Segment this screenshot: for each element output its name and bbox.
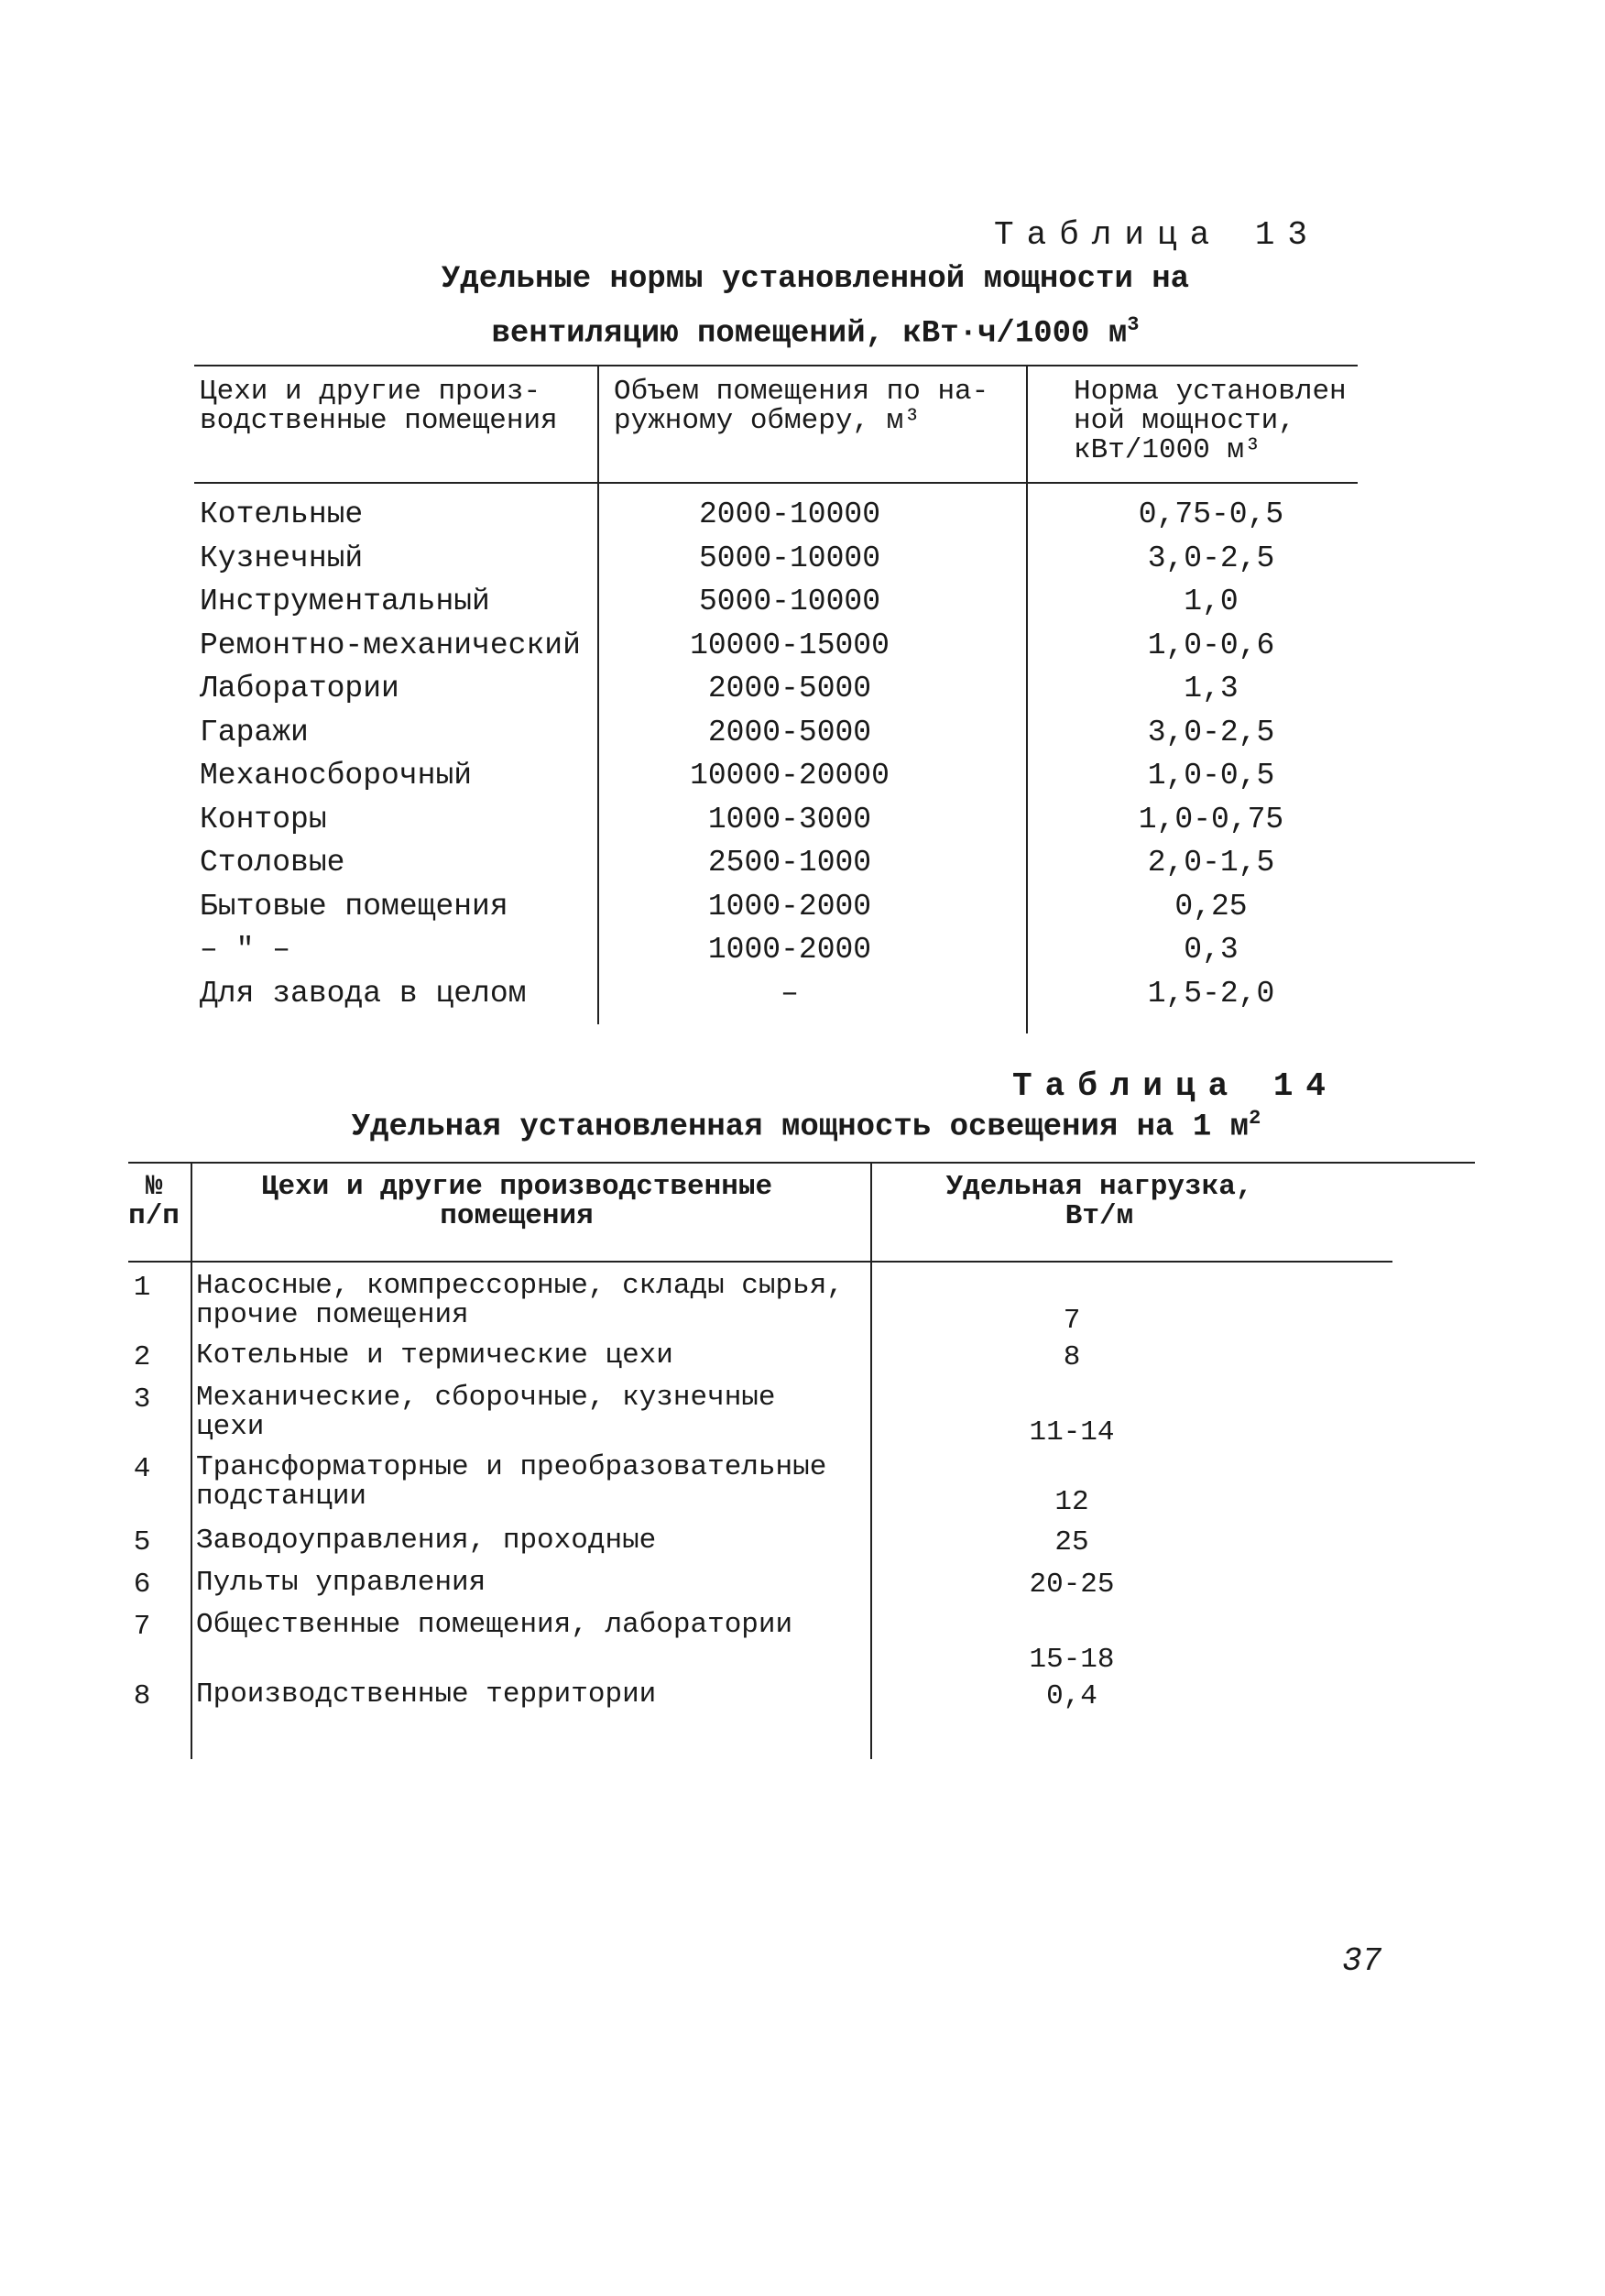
table14-cell-n: 4 — [133, 1453, 151, 1485]
table14-cell-value: 0,4 — [1046, 1680, 1097, 1712]
table14-cell-name: Заводоуправления, проходные — [196, 1525, 657, 1557]
table14-cell-n: 2 — [133, 1341, 151, 1373]
table14-cell-name: Механические, сборочные, кузнечные цехи — [196, 1382, 776, 1443]
table14-cell-n: 8 — [133, 1680, 151, 1712]
table14-cell-value: 7 — [1063, 1305, 1081, 1337]
table14-cell-name: Насосные, компрессорные, склады сырья, прочие помещения — [196, 1270, 844, 1331]
table13-cell-norm: 0,75-0,5 — [1138, 497, 1284, 531]
table14-header-col2: Цехи и другие производственные помещения — [260, 1171, 773, 1232]
table14-cell-name: Пульты управления — [196, 1567, 486, 1599]
table13-top-rule — [194, 365, 1358, 366]
table13-header-col2: Объем помещения по на- ружному обмеру, м³ — [614, 376, 989, 437]
table13-cell-norm: 1,5-2,0 — [1147, 976, 1275, 1011]
table13-cell-volume: 2000-5000 — [707, 715, 872, 749]
table13-title-line2: вентиляцию помещений, кВт·ч/1000 $м^3$ — [491, 313, 1140, 352]
table13-cell-name: Механосборочный — [200, 759, 473, 793]
table13-cell-volume: 1000-2000 — [707, 933, 872, 967]
table14-cell-name: Котельные и термические цехи — [196, 1339, 673, 1372]
table14-cell-n: 7 — [133, 1611, 151, 1643]
table13-cell-name: – " – — [200, 933, 291, 967]
table14-cell-value: 25 — [1054, 1526, 1089, 1558]
table13-cell-name: Конторы — [200, 802, 327, 836]
page-number: 37 — [1342, 1942, 1382, 1980]
table13-cell-volume: 2000-5000 — [707, 672, 872, 705]
table13-cell-norm: 1,0-0,5 — [1147, 759, 1275, 793]
table13-cell-volume: 1000-2000 — [707, 889, 872, 924]
table13-title — [403, 257, 1228, 356]
table13-cell-norm: 0,25 — [1174, 889, 1248, 924]
table13-cell-name: Бытовые помещения — [200, 889, 508, 924]
table14-cell-n: 6 — [133, 1569, 151, 1601]
table14-cell-value: 15-18 — [1029, 1644, 1115, 1676]
table13-cell-name: Котельные — [200, 497, 364, 531]
table13-title-line1: Удельные нормы установленной мощности на — [441, 262, 1190, 297]
table13-cell-norm: 1,0-0,75 — [1138, 802, 1284, 836]
table14-cell-n: 5 — [133, 1526, 151, 1558]
table13-cell-name: Ремонтно-механический — [200, 628, 581, 662]
table13-cell-volume: 2000-10000 — [698, 497, 881, 531]
table14-top-rule — [128, 1162, 1475, 1164]
table13-cell-name: Кузнечный — [200, 541, 364, 575]
table14-cell-value: 12 — [1054, 1486, 1089, 1518]
table13-cell-volume: 10000-20000 — [690, 759, 890, 793]
table14-label: Таблица 14 — [1012, 1067, 1339, 1105]
table14-cell-name: Общественные помещения, лаборатории — [196, 1609, 793, 1641]
table13-cell-norm: 1,0-0,6 — [1147, 628, 1275, 662]
table14-cell-value: 11-14 — [1029, 1416, 1115, 1449]
table14-cell-name: Трансформаторные и преобразовательные подстанции — [196, 1451, 827, 1513]
table13-header-col1: Цехи и другие произ- водственные помещения — [200, 376, 558, 437]
table13-cell-volume: 5000-10000 — [698, 585, 881, 618]
table13-cell-norm: 3,0-2,5 — [1147, 541, 1275, 575]
table14-cell-value: 8 — [1063, 1341, 1081, 1373]
table13-cell-volume: 5000-10000 — [698, 541, 881, 575]
table14-cell-value: 20-25 — [1029, 1569, 1115, 1601]
table13-cell-norm: 0,3 — [1184, 933, 1239, 967]
table13-cell-name: Гаражи — [200, 715, 309, 749]
table14-header-col1: № п/п — [128, 1171, 180, 1232]
table13-cell-volume: 10000-15000 — [690, 628, 890, 662]
table13-header-col3: Норма установлен ной мощности, кВт/1000 м³ — [1074, 376, 1347, 466]
table14-title: Удельная установленная мощность освещения на 1 $м^2$ — [351, 1107, 1261, 1145]
table14-header-col3: Удельная нагрузка, Вт/м — [945, 1171, 1253, 1232]
table13-cell-norm: 1,0 — [1184, 585, 1239, 618]
table13-cell-name: Столовые — [200, 846, 345, 880]
table13-cell-name: Для завода в целом — [200, 976, 527, 1011]
table14-col-divider-2 — [870, 1162, 872, 1759]
table14-cell-n: 3 — [133, 1383, 151, 1416]
table13-cell-norm: 3,0-2,5 — [1147, 715, 1275, 749]
table13-cell-volume: 1000-3000 — [707, 802, 872, 836]
table13-header-rule — [194, 482, 1358, 484]
table13-cell-name: Лаборатории — [200, 672, 399, 705]
table13-cell-name: Инструментальный — [200, 585, 490, 618]
table13-cell-volume: 2500-1000 — [707, 846, 872, 880]
table13-col-divider-1 — [597, 365, 599, 1024]
table14-header-rule — [128, 1261, 1392, 1263]
table14-cell-n: 1 — [133, 1272, 151, 1304]
table13-cell-norm: 1,3 — [1184, 672, 1239, 705]
table14-cell-name: Производственные территории — [196, 1678, 657, 1711]
table13-label: Таблица 13 — [994, 216, 1321, 254]
table13-cell-norm: 2,0-1,5 — [1147, 846, 1275, 880]
table13-cell-volume: – — [781, 976, 799, 1011]
table14-col-divider-1 — [191, 1162, 192, 1759]
